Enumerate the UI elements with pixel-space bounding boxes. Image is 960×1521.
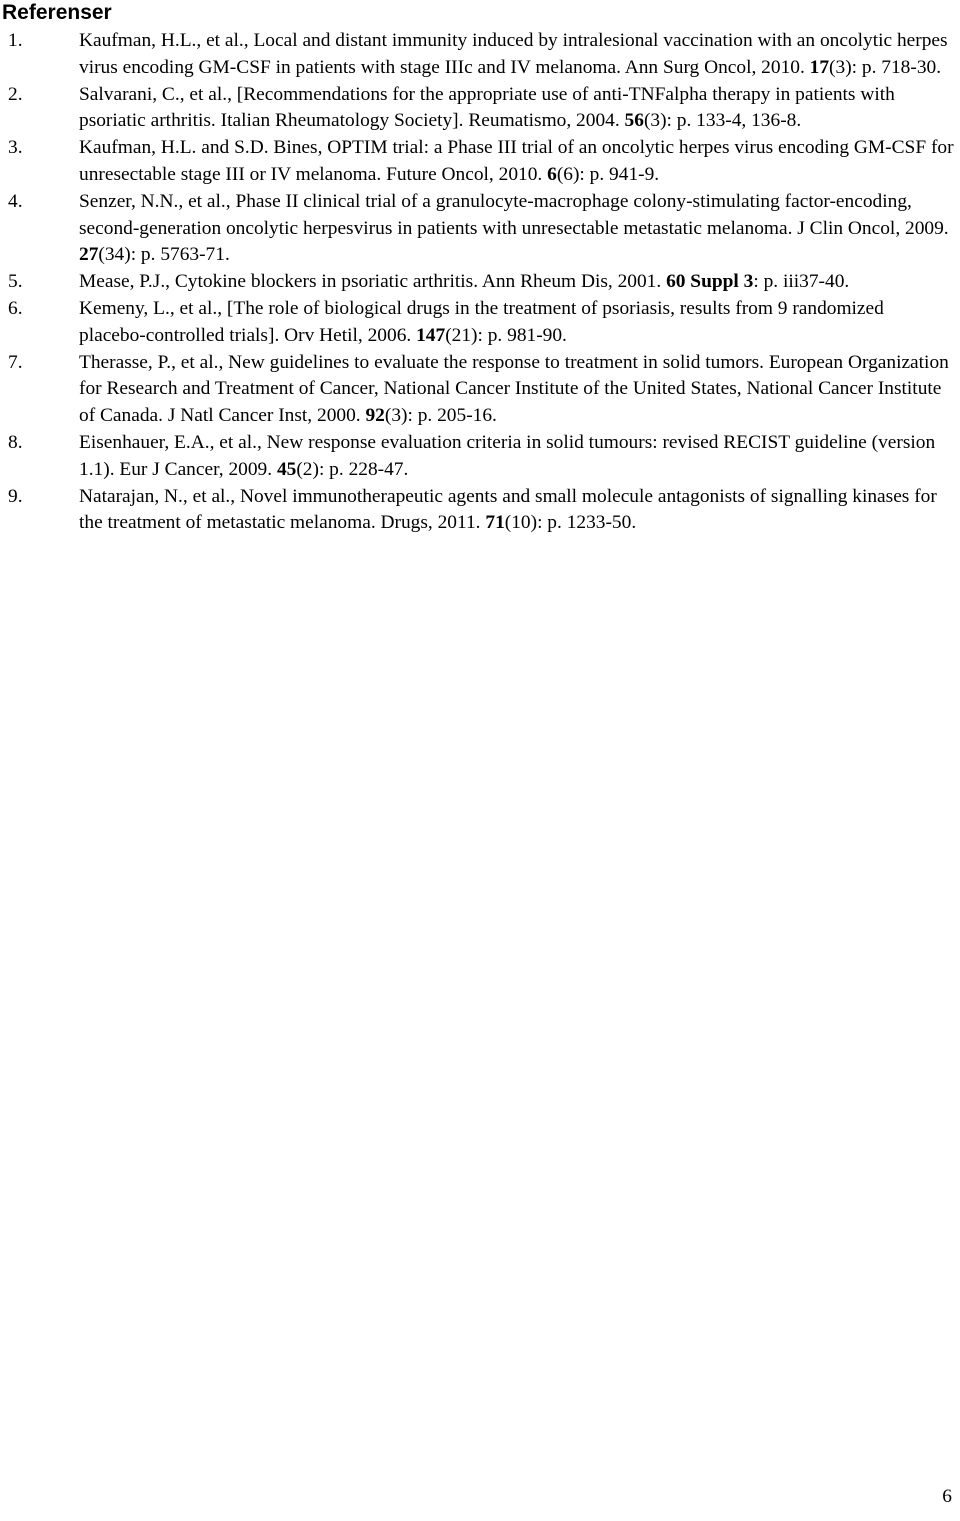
reference-item: [0, 484, 958, 538]
reference-text-segment: Kemeny, L., et al., [The role of biological drugs in the treatment of psoriasis, results from 9 randomized placebo-controlled trials]. Orv Hetil, 2006.: [79, 297, 884, 346]
reference-volume: 27: [79, 244, 99, 266]
reference-text: [79, 191, 949, 266]
reference-text-segment: Kaufman, H.L., et al., Local and distant immunity induced by intralesional vaccination with an oncolytic herpes virus encoding GM-CSF in patients with stage IIIc and IV melanoma. Ann Surg Oncol, 2010.: [79, 30, 948, 78]
reference-item: [0, 28, 958, 82]
reference-item: [0, 350, 958, 430]
reference-text: [79, 486, 937, 534]
reference-item: [0, 82, 958, 136]
reference-text-segment: (2): p. 228-47.: [296, 458, 409, 480]
reference-item: [0, 269, 958, 296]
reference-text: [79, 298, 884, 346]
reference-text-segment: (34): p. 5763-71.: [98, 244, 230, 266]
page-number: 6: [942, 1486, 952, 1507]
reference-text-segment: (21): p. 981-90.: [445, 324, 567, 346]
reference-text-segment: Senzer, N.N., et al., Phase II clinical trial of a granulocyte-macrophage colony-stimulating factor-encoding, second-generation oncolytic herpesvirus in patients with unresectable metastatic melanoma. J Clin Oncol, 2009.: [79, 190, 949, 239]
reference-text-segment: Eisenhauer, E.A., et al., New response evaluation criteria in solid tumours: revised RECIST guideline (version 1.1). Eur J Cancer, 2009.: [79, 431, 936, 480]
reference-number: 7.: [8, 351, 23, 373]
reference-number: 9.: [8, 485, 23, 507]
reference-text-segment: (3): p. 205-16.: [384, 405, 497, 427]
reference-volume: 147: [416, 324, 446, 346]
reference-text-segment: Mease, P.J., Cytokine blockers in psoriatic arthritis. Ann Rheum Dis, 2001.: [79, 271, 667, 293]
reference-volume: 71: [485, 512, 505, 534]
reference-number: 6.: [8, 297, 23, 319]
reference-item: [0, 430, 958, 484]
reference-item: [0, 135, 958, 189]
reference-volume: 60 Suppl 3: [666, 271, 754, 293]
reference-text: [79, 84, 895, 132]
reference-number: 8.: [8, 431, 23, 453]
reference-number: 3.: [8, 137, 23, 159]
reference-text: [79, 271, 849, 292]
reference-item: [0, 189, 958, 269]
reference-text-segment: (3): p. 718-30.: [829, 56, 942, 78]
reference-volume: 6: [547, 163, 557, 185]
reference-number: 4.: [8, 190, 23, 212]
reference-text: [79, 432, 935, 480]
reference-text-segment: (3): p. 133-4, 136-8.: [643, 110, 802, 132]
reference-text-segment: (10): p. 1233-50.: [504, 512, 637, 534]
reference-volume: 45: [276, 458, 297, 480]
reference-number: 5.: [8, 271, 23, 293]
reference-volume: 92: [365, 405, 385, 427]
reference-text: [79, 137, 954, 185]
reference-volume: 56: [624, 110, 644, 132]
reference-number: 2.: [8, 83, 23, 105]
reference-list: [0, 28, 958, 537]
page-heading: Referenser: [2, 1, 112, 24]
reference-text-segment: Therasse, P., et al., New guidelines to evaluate the response to treatment in solid tumors. European Organization for Research and Treatment of Cancer, National Cancer Institute of the United States, National Cancer Institute of Canada. J Natl Cancer Inst, 2000.: [79, 351, 949, 427]
reference-text: [79, 30, 948, 78]
reference-text-segment: Natarajan, N., et al., Novel immunotherapeutic agents and small molecule antagonists of signalling kinases for the treatment of metastatic melanoma. Drugs, 2011.: [79, 485, 937, 534]
reference-text-segment: (6): p. 941-9.: [556, 163, 660, 185]
reference-text-segment: : p. iii37-40.: [753, 271, 850, 293]
reference-text: [79, 352, 949, 427]
reference-text-segment: Salvarani, C., et al., [Recommendations for the appropriate use of anti-TNFalpha therapy in patients with psoriatic arthritis. Italian Rheumatology Society]. Reumatismo, 2004.: [79, 83, 895, 132]
reference-volume: 17: [809, 56, 830, 78]
reference-number: 1.: [8, 30, 23, 51]
reference-item: [0, 296, 958, 350]
reference-text-segment: Kaufman, H.L. and S.D. Bines, OPTIM trial: a Phase III trial of an oncolytic herpes virus encoding GM-CSF for unresectable stage III or IV melanoma. Future Oncol, 2010.: [79, 137, 954, 185]
